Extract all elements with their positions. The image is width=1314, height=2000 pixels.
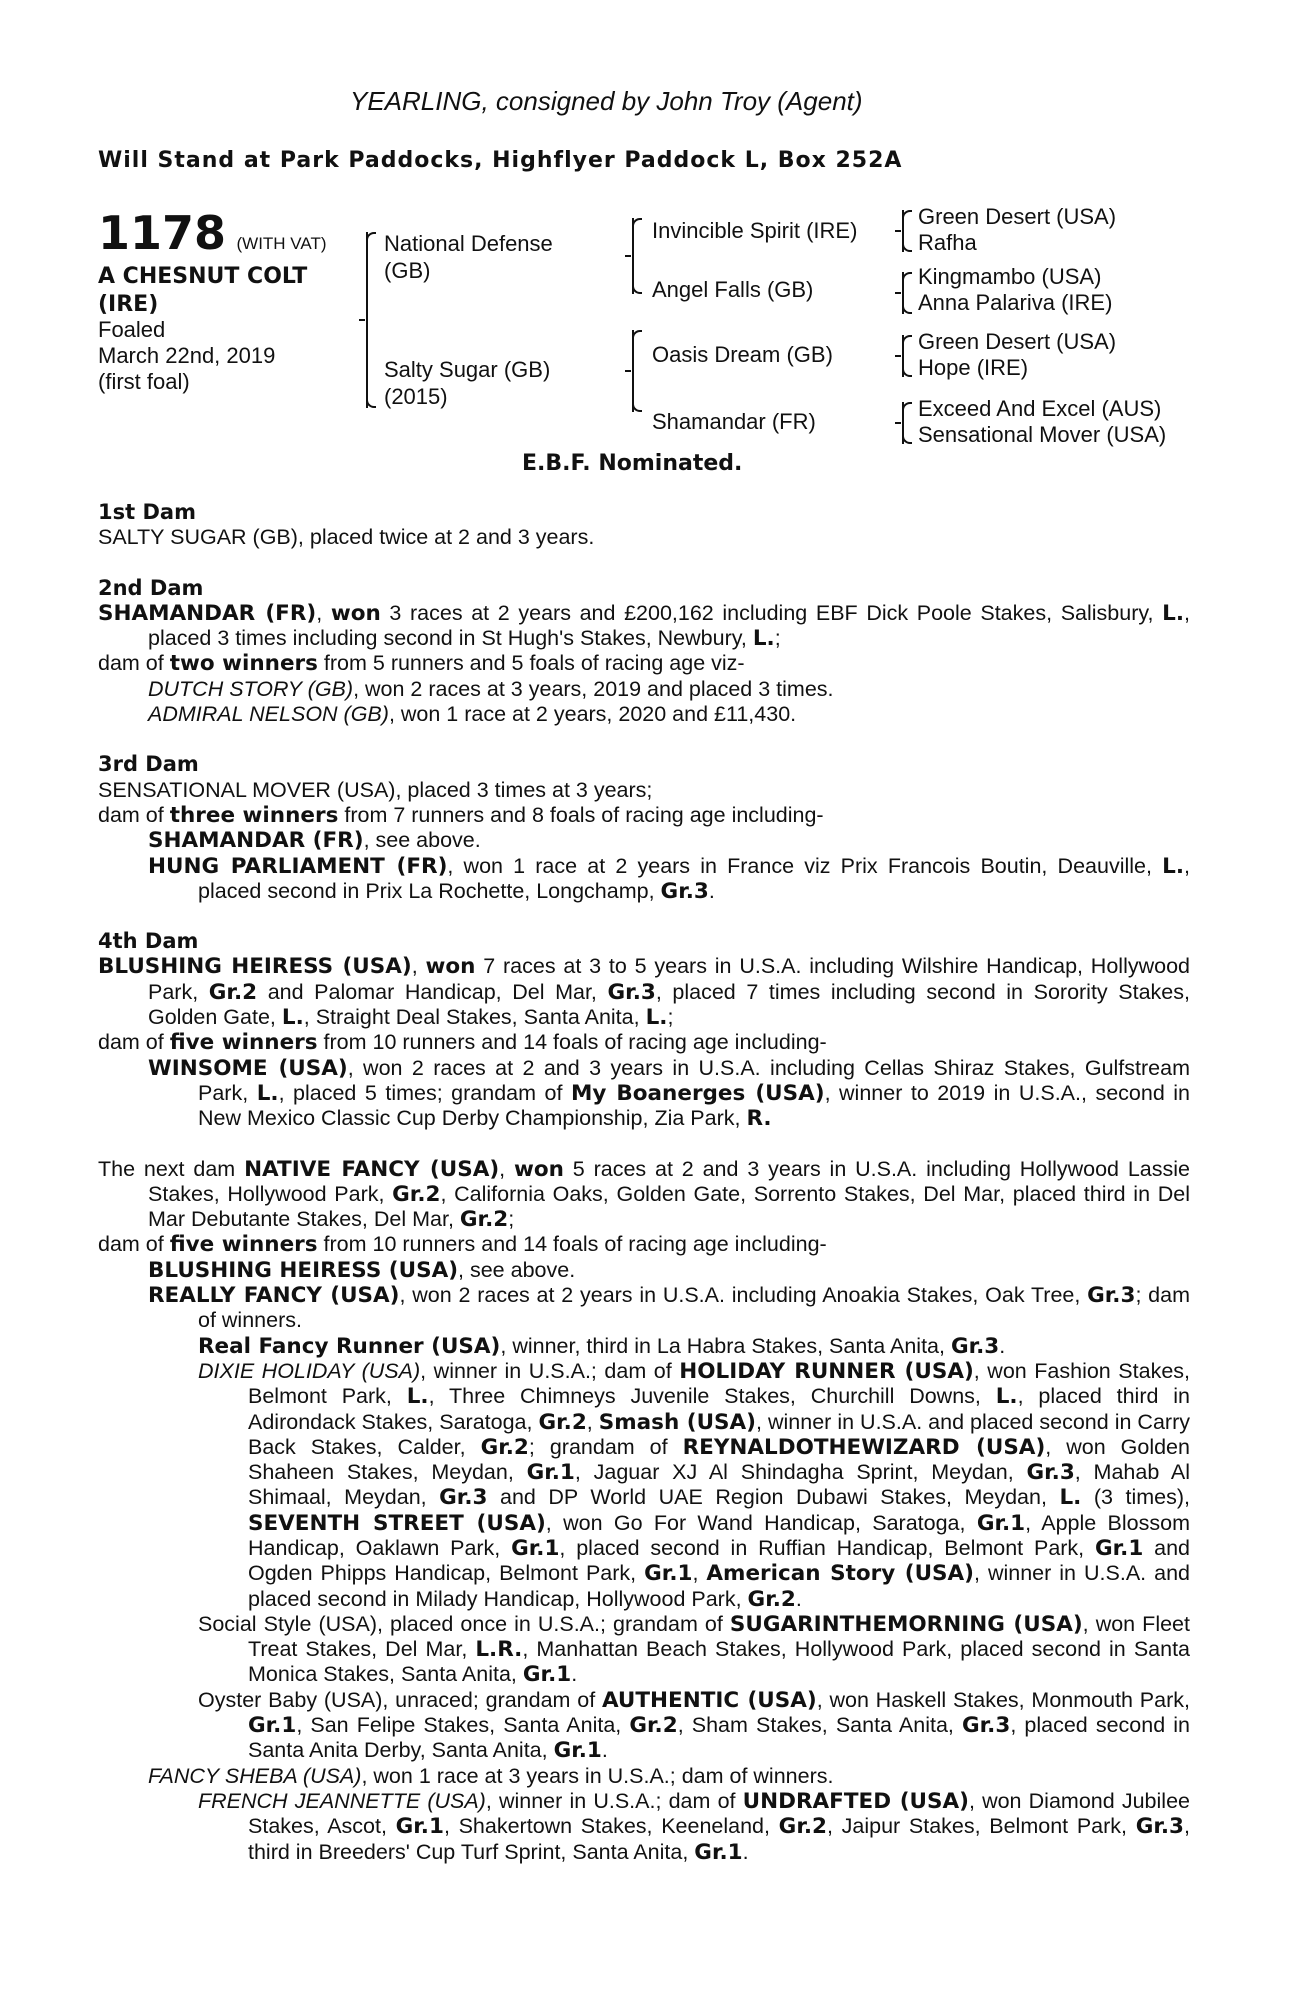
pedigree-brace-ds bbox=[902, 335, 904, 377]
dam4-name: BLUSHING HEIRESS (USA) bbox=[98, 954, 412, 980]
next-dam-record: The next dam NATIVE FANCY (USA), won 5 races at 2 and 3 years in U.S.A. including Hollywood Lassie Stakes, Hollywood Park, Gr.2, California Oaks, Golden Gate, Sorrento Stakes, Del Mar, placed third in Del Mar Debutante Stakes, Del Mar, Gr.2; bbox=[98, 1156, 1190, 1233]
next-b2-g7: Gr.1 bbox=[511, 1535, 560, 1561]
next-b2-name: DIXIE HOLIDAY (USA) bbox=[198, 1358, 421, 1383]
pedigree-brace-ss-tick bbox=[895, 230, 901, 232]
pedigree-brace-ss bbox=[902, 210, 904, 252]
catalogue-heading: YEARLING, consigned by John Troy (Agent) bbox=[350, 86, 863, 116]
next-a2-text2: ; dam of winners. bbox=[198, 1283, 1191, 1333]
next-b2-l2: L. bbox=[995, 1384, 1018, 1410]
dam3-title: 3rd Dam bbox=[98, 752, 199, 777]
next-grandprogeny-5 bbox=[98, 1789, 1190, 1865]
pedigree-ssd: Rafha bbox=[918, 230, 977, 255]
dam2-p2-name: ADMIRAL NELSON (GB) bbox=[148, 702, 389, 727]
next-b2-t4: , placed third in Adirondack Stakes, Saratoga, bbox=[248, 1384, 1191, 1434]
next-grandprogeny-1 bbox=[98, 1334, 1190, 1359]
next-c1-t2: , won Diamond Jubilee Stakes, Ascot, bbox=[248, 1788, 1190, 1839]
next-b3-text: Social Style (USA), placed once in U.S.A.; grandam of bbox=[198, 1611, 730, 1636]
next-b2-c2: Smash (USA) bbox=[598, 1409, 757, 1435]
pedigree-sire-dam: Angel Falls (GB) bbox=[652, 277, 814, 302]
dam2-record: SHAMANDAR (FR), won 3 races at 2 years and £200,162 including EBF Dick Poole Stakes, Salisbury, L., placed 3 times including second in St Hugh's Stakes, Newbury, L.; bbox=[98, 600, 1190, 652]
dam4-t1: 7 races at 3 to 5 years in U.S.A. including Wilshire Handicap, Hollywood Park, bbox=[148, 954, 1190, 1004]
dam4-t3: , placed 7 times including second in Sorority Stakes, Golden Gate, bbox=[148, 979, 1190, 1030]
next-b3-end: . bbox=[571, 1662, 578, 1687]
colt-title: A CHESNUT COLT bbox=[98, 264, 308, 289]
pedigree-dsd: Hope (IRE) bbox=[918, 355, 1029, 380]
next-a3-name: FANCY SHEBA (USA) bbox=[148, 1763, 362, 1788]
dam1-text: SALTY SUGAR (GB), placed twice at 2 and 3 years. bbox=[98, 525, 595, 550]
next-b4-t2: , San Felipe Stakes, Santa Anita, bbox=[296, 1713, 630, 1738]
dam2-winners: two winners bbox=[169, 651, 318, 677]
dam1-title: 1st Dam bbox=[98, 500, 196, 524]
next-grandprogeny-4 bbox=[98, 1688, 1190, 1764]
pedigree-sdd: Anna Palariva (IRE) bbox=[918, 290, 1113, 315]
next-b2-t16: and Ogden Phipps Handicap, Belmont Park, bbox=[248, 1535, 1190, 1586]
dam4-l1: L. bbox=[281, 1005, 304, 1031]
next-produce bbox=[98, 1232, 1190, 1257]
dam2-t3: ; bbox=[774, 626, 781, 651]
next-b2-c: HOLIDAY RUNNER (USA) bbox=[679, 1358, 974, 1384]
next-b2-l: L. bbox=[406, 1384, 429, 1410]
next-b2-t13: , won Go For Wand Handicap, Saratoga, bbox=[545, 1510, 977, 1535]
dam2-p1-name: DUTCH STORY (GB) bbox=[148, 676, 354, 701]
next-b3-c: SUGARINTHEMORNING (USA) bbox=[729, 1611, 1083, 1637]
next-b3-t: , won Fleet Treat Stakes, Del Mar, bbox=[248, 1611, 1190, 1662]
next-b4-t: , won Haskell Stakes, Monmouth Park, bbox=[816, 1687, 1190, 1712]
next-progeny-2 bbox=[98, 1283, 1190, 1334]
dam2-title: 2nd Dam bbox=[98, 575, 204, 600]
next-g2: Gr.2 bbox=[459, 1207, 509, 1233]
next-b1-name: Real Fancy Runner (USA) bbox=[198, 1333, 501, 1359]
pedigree-brace-main bbox=[366, 232, 368, 408]
next-b1-text: , winner, third in La Habra Stakes, Santa Anita, bbox=[500, 1333, 951, 1358]
pedigree-brace-ds-tick bbox=[895, 355, 901, 357]
pedigree-brace-dd-tick bbox=[895, 422, 901, 424]
next-b2-t7: ; grandam of bbox=[528, 1434, 683, 1459]
next-t2: , California Oaks, Golden Gate, Sorrento Stakes, Del Mar, placed third in Del Mar Debutante Stakes, Del Mar, bbox=[148, 1181, 1190, 1232]
next-b2-g4: Gr.3 bbox=[1026, 1460, 1075, 1486]
next-b2-end: . bbox=[795, 1586, 802, 1611]
pedigree-brace-dam-tick bbox=[625, 370, 631, 372]
dam3-p2-group: Gr.3 bbox=[660, 878, 709, 904]
dam4-record: BLUSHING HEIRESS (USA), won 7 races at 3 to 5 years in U.S.A. including Wilshire Handicap, Hollywood Park, Gr.2 and Palomar Handicap, Del Mar, Gr.3, placed 7 times including second in Sorority Stakes, Golden Gate, L., Straight Deal Stakes, Santa Anita, L.; bbox=[98, 954, 1190, 1031]
dam4-dam-of: dam of bbox=[98, 1030, 170, 1055]
pedigree-sire: National Defense bbox=[384, 231, 553, 256]
dam4-p1-text3: , winner to 2019 in U.S.A., second in New Mexico Classic Cup Derby Championship, Zia Park, bbox=[198, 1080, 1191, 1131]
next-b3-l: L.R. bbox=[475, 1637, 523, 1663]
dam4-t6: from 10 runners and 14 foals of racing age including- bbox=[317, 1030, 827, 1055]
next-b2-t11: and DP World UAE Region Dubawi Stakes, Meydan, bbox=[487, 1485, 1060, 1510]
next-b2-t15: , placed second in Ruffian Handicap, Belmont Park, bbox=[559, 1535, 1095, 1560]
pedigree-brace-dd bbox=[902, 402, 904, 444]
dam4-g2: Gr.3 bbox=[607, 979, 656, 1005]
dam4-t4: , Straight Deal Stakes, Santa Anita, bbox=[303, 1005, 646, 1030]
next-t3: ; bbox=[508, 1207, 515, 1232]
next-c1-t4: , Jaipur Stakes, Belmont Park, bbox=[826, 1814, 1136, 1839]
next-b2-t6: , winner in U.S.A. and placed second in Carry Back Stakes, Calder, bbox=[248, 1409, 1190, 1459]
dam4-l2: L. bbox=[645, 1005, 668, 1031]
dam4-produce bbox=[98, 1030, 1190, 1055]
next-c1-c: UNDRAFTED (USA) bbox=[742, 1788, 969, 1814]
next-c1-t5: , third in Breeders' Cup Turf Sprint, Santa Anita, bbox=[248, 1814, 1190, 1864]
next-b2-g9: Gr.1 bbox=[644, 1561, 693, 1587]
next-b4-end: . bbox=[601, 1738, 608, 1763]
next-name: NATIVE FANCY (USA) bbox=[244, 1156, 500, 1182]
next-b2-g8: Gr.1 bbox=[1094, 1535, 1144, 1561]
next-b4-g2: Gr.2 bbox=[629, 1713, 678, 1739]
next-b2-g10: Gr.2 bbox=[747, 1586, 796, 1612]
next-progeny-3 bbox=[98, 1764, 1190, 1789]
dam3-winners: three winners bbox=[169, 802, 339, 828]
next-c1-g: Gr.1 bbox=[395, 1814, 444, 1840]
next-b2-t14: , Apple Blossom Handicap, Oaklawn Park, bbox=[248, 1510, 1190, 1560]
next-progeny-1 bbox=[98, 1258, 1190, 1283]
lot-vat: (WITH VAT) bbox=[236, 234, 327, 253]
dam2-t2: , placed 3 times including second in St Hugh's Stakes, Newbury, bbox=[148, 600, 1190, 651]
next-b4-t3: , Sham Stakes, Santa Anita, bbox=[677, 1713, 962, 1738]
dam3-t2: from 7 runners and 8 foals of racing age including- bbox=[338, 802, 824, 827]
next-c1-t3: , Shakertown Stakes, Keeneland, bbox=[443, 1814, 779, 1839]
dam4-p1-text: , won 2 races at 2 and 3 years in U.S.A. including Cellas Shiraz Stakes, Gulfstream Park, bbox=[198, 1055, 1190, 1105]
dam2-p1-text: , won 2 races at 3 years, 2019 and placed 3 times. bbox=[353, 676, 834, 701]
pedigree-brace-sire bbox=[632, 218, 634, 294]
dam2-t1: 3 races at 2 years and £200,162 including EBF Dick Poole Stakes, Salisbury, bbox=[380, 600, 1163, 625]
dam2-name: SHAMANDAR (FR) bbox=[98, 600, 317, 626]
pedigree-dam-sire: Oasis Dream (GB) bbox=[652, 342, 833, 367]
dam2-p2-text: , won 1 race at 2 years, 2020 and £11,430. bbox=[388, 702, 797, 727]
dam3-record: SENSATIONAL MOVER (USA), placed 3 times at 3 years; bbox=[98, 777, 653, 802]
foaled-date: March 22nd, 2019 bbox=[98, 343, 276, 368]
next-b2-c3: REYNALDOTHEWIZARD (USA) bbox=[682, 1434, 1046, 1460]
next-a2-text: , won 2 races at 2 years in U.S.A. including Anoakia Stakes, Oak Tree, bbox=[399, 1283, 1088, 1308]
next-b2-t5: , bbox=[586, 1409, 599, 1434]
next-b2-g6: Gr.1 bbox=[976, 1510, 1026, 1536]
next-c1-name: FRENCH JEANNETTE (USA) bbox=[198, 1788, 486, 1813]
pedigree-sds: Kingmambo (USA) bbox=[918, 264, 1102, 289]
next-b3-g: Gr.1 bbox=[522, 1662, 572, 1688]
next-dam-of: dam of bbox=[98, 1232, 170, 1257]
pedigree-ddd: Sensational Mover (USA) bbox=[918, 422, 1167, 447]
next-c1-t: , winner in U.S.A.; dam of bbox=[485, 1788, 743, 1813]
next-winners: five winners bbox=[169, 1232, 318, 1258]
next-grandprogeny-3 bbox=[98, 1612, 1190, 1688]
next-b2-l3: L. bbox=[1059, 1485, 1082, 1511]
dam2-dam-of: dam of bbox=[98, 651, 170, 676]
dam3-progeny-2 bbox=[98, 854, 1190, 905]
pedigree-sire-sire: Invincible Spirit (IRE) bbox=[652, 218, 858, 243]
next-b1-group: Gr.3 bbox=[950, 1333, 1000, 1359]
next-c1-g4: Gr.1 bbox=[694, 1839, 743, 1865]
next-b2-t8: , won Golden Shaheen Stakes, Meydan, bbox=[248, 1434, 1190, 1485]
next-b2-g3: Gr.1 bbox=[526, 1460, 575, 1486]
next-a1-name: BLUSHING HEIRESS (USA) bbox=[148, 1257, 459, 1283]
next-t1: 5 races at 2 and 3 years in U.S.A. including Hollywood Lassie Stakes, Hollywood Park, bbox=[148, 1156, 1190, 1206]
pedigree-sire-country: (GB) bbox=[384, 258, 431, 283]
dam3-p1-text: , see above. bbox=[363, 828, 481, 853]
next-a2-name: REALLY FANCY (USA) bbox=[148, 1283, 400, 1309]
next-b2-g2: Gr.2 bbox=[480, 1434, 529, 1460]
next-t4: from 10 runners and 14 foals of racing age including- bbox=[317, 1232, 827, 1257]
dam4-title: 4th Dam bbox=[98, 929, 199, 954]
pedigree-brace-sd bbox=[902, 272, 904, 314]
next-b4-g: Gr.1 bbox=[248, 1713, 297, 1739]
dam4-t2: and Palomar Handicap, Del Mar, bbox=[257, 979, 608, 1004]
pedigree-sss: Green Desert (USA) bbox=[918, 204, 1117, 229]
dam4-p1-text2: , placed 5 times; grandam of bbox=[278, 1080, 571, 1105]
catalogue-body bbox=[98, 500, 1190, 1865]
dam2-won: won bbox=[330, 600, 381, 626]
pedigree-brace-main-tick bbox=[359, 319, 365, 321]
pedigree-dss: Green Desert (USA) bbox=[918, 329, 1117, 354]
dam3-p2-listed: L. bbox=[1162, 853, 1184, 879]
dam2-l2: L. bbox=[752, 626, 775, 652]
next-b2-t: , winner in U.S.A.; dam of bbox=[420, 1358, 680, 1383]
next-b4-c: AUTHENTIC (USA) bbox=[601, 1687, 817, 1713]
dam4-t5: ; bbox=[667, 1005, 674, 1030]
pedigree-brace-dam bbox=[632, 330, 634, 412]
next-b2-t12: (3 times), bbox=[1081, 1485, 1190, 1510]
dam3-p2-name: HUNG PARLIAMENT (FR) bbox=[148, 853, 448, 879]
dam2-progeny-1 bbox=[98, 677, 1190, 702]
dam3-p2-text2: , placed second in Prix La Rochette, Longchamp, bbox=[198, 853, 1190, 903]
next-b2-c5: American Story (USA) bbox=[706, 1561, 974, 1587]
next-b2-t10: , Mahab Al Shimaal, Meydan, bbox=[248, 1460, 1190, 1510]
dam3-p2-end: . bbox=[708, 878, 715, 903]
ebf-nominated: E.B.F. Nominated. bbox=[522, 451, 743, 476]
foal-note: (first foal) bbox=[98, 369, 190, 394]
next-b4-text: Oyster Baby (USA), unraced; grandam of bbox=[198, 1687, 602, 1712]
next-a3-text: , won 1 race at 3 years in U.S.A.; dam of winners. bbox=[361, 1763, 834, 1788]
dam3-produce bbox=[98, 803, 1190, 828]
lot-block bbox=[98, 206, 327, 260]
next-grandprogeny-2 bbox=[98, 1359, 1190, 1612]
next-b2-g: Gr.2 bbox=[538, 1409, 587, 1435]
next-g1: Gr.2 bbox=[392, 1181, 441, 1207]
next-a1-text: , see above. bbox=[458, 1257, 576, 1282]
dam4-progeny-1 bbox=[98, 1056, 1190, 1132]
next-c1-g2: Gr.2 bbox=[778, 1814, 827, 1840]
pedigree-dam-year: (2015) bbox=[384, 384, 448, 409]
dam3-progeny-1 bbox=[98, 828, 1190, 853]
dam4-won: won bbox=[425, 954, 476, 980]
dam2-progeny-2 bbox=[98, 702, 1190, 727]
pedigree-brace-sd-tick bbox=[895, 292, 901, 294]
dam4-p1-name: WINSOME (USA) bbox=[148, 1055, 348, 1081]
next-won: won bbox=[514, 1156, 564, 1182]
dam3-p1-name: SHAMANDAR (FR) bbox=[148, 828, 364, 854]
next-c1-g3: Gr.3 bbox=[1135, 1814, 1184, 1840]
next-b2-t3: , Three Chimneys Juvenile Stakes, Churchill Downs, bbox=[428, 1384, 996, 1409]
pedigree-dam-dam: Shamandar (FR) bbox=[652, 409, 816, 434]
next-lead: The next dam bbox=[98, 1156, 245, 1181]
lot-number: 1178 bbox=[98, 206, 227, 260]
next-b2-g5: Gr.3 bbox=[439, 1485, 488, 1511]
dam2-l1: L. bbox=[1162, 600, 1185, 626]
pedigree-brace-sire-tick bbox=[625, 255, 631, 257]
dam3-dam-of: dam of bbox=[98, 802, 170, 827]
dam4-winners: five winners bbox=[169, 1030, 318, 1056]
next-b1-end: . bbox=[999, 1333, 1006, 1358]
next-b4-t4: , placed second in Santa Anita Derby, Santa Anita, bbox=[248, 1713, 1190, 1763]
next-b2-t17: , bbox=[692, 1561, 707, 1586]
colt-country: (IRE) bbox=[98, 292, 159, 317]
next-b2-t9: , Jaguar XJ Al Shindagha Sprint, Meydan, bbox=[574, 1460, 1027, 1485]
dam3-p2-text: , won 1 race at 2 years in France viz Prix Francois Boutin, Deauville, bbox=[447, 853, 1163, 878]
dam4-p1-listed: L. bbox=[256, 1080, 279, 1106]
dam4-p1-restricted: R. bbox=[746, 1106, 772, 1132]
pedigree-dam: Salty Sugar (GB) bbox=[384, 357, 551, 382]
next-b2-c4: SEVENTH STREET (USA) bbox=[248, 1510, 546, 1536]
next-b2-t2: , won Fashion Stakes, Belmont Park, bbox=[248, 1358, 1190, 1409]
dam4-g1: Gr.2 bbox=[208, 979, 258, 1005]
next-b2-t18: , winner in U.S.A. and placed second in Milady Handicap, Hollywood Park, bbox=[248, 1561, 1191, 1611]
next-a2-group: Gr.3 bbox=[1087, 1283, 1136, 1309]
next-c1-end: . bbox=[742, 1839, 749, 1864]
next-b4-g4: Gr.1 bbox=[553, 1738, 602, 1764]
foaled-label: Foaled bbox=[98, 317, 166, 342]
pedigree-dds: Exceed And Excel (AUS) bbox=[918, 396, 1162, 421]
dam2-t4: from 5 runners and 5 foals of racing age viz- bbox=[317, 651, 745, 676]
stand-location: Will Stand at Park Paddocks, Highflyer Paddock L, Box 252A bbox=[98, 148, 903, 173]
dam2-produce bbox=[98, 651, 1190, 676]
dam4-p1-grand: My Boanerges (USA) bbox=[570, 1080, 825, 1106]
next-b4-g3: Gr.3 bbox=[962, 1713, 1011, 1739]
next-b3-t2: , Manhattan Beach Stakes, Hollywood Park, placed second in Santa Monica Stakes, Santa Anita, bbox=[248, 1637, 1190, 1687]
